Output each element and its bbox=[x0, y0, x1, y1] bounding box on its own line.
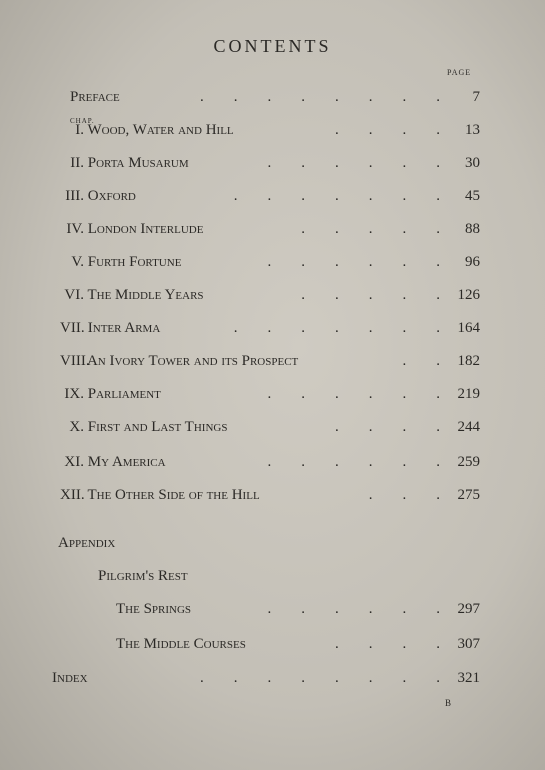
chapter-title: London Interlude bbox=[87, 221, 204, 237]
chapter-title: Wood, Water and Hill bbox=[87, 122, 234, 138]
chapter-title: Furth Fortune bbox=[87, 254, 182, 270]
page-column-header: PAGE bbox=[447, 68, 472, 77]
chapter-title: Inter Arma bbox=[87, 320, 161, 336]
chapter-title: Porta Musarum bbox=[87, 155, 189, 171]
dot-leader: . . . . . . . bbox=[233, 188, 440, 204]
toc-page-number: 88 bbox=[465, 221, 480, 237]
chapter-title: An Ivory Tower and its Prospect bbox=[86, 353, 299, 369]
chapter-number: XI. bbox=[64, 454, 84, 470]
chapter-number: VI. bbox=[64, 287, 84, 303]
chapter-title: Oxford bbox=[87, 188, 136, 204]
toc-entry-chapter bbox=[60, 483, 480, 507]
chapter-title: The Other Side of the Hill bbox=[87, 487, 260, 503]
toc-entry-title: Preface bbox=[70, 89, 120, 105]
chapter-number: IX. bbox=[64, 386, 84, 402]
toc-page-number: 96 bbox=[465, 254, 480, 270]
appendix-item-title: The Middle Courses bbox=[116, 636, 246, 652]
chapter-number: II. bbox=[70, 155, 84, 171]
dot-leader: . . . . . . bbox=[267, 254, 440, 270]
appendix-section-label: Pilgrim's Rest bbox=[98, 568, 188, 584]
toc-entry-chapter bbox=[60, 184, 480, 208]
chapter-number: VII. bbox=[60, 320, 85, 336]
appendix-heading bbox=[58, 531, 258, 555]
toc-entry-index bbox=[52, 666, 480, 690]
toc-page-number: 259 bbox=[457, 454, 480, 470]
toc-page-number: 45 bbox=[465, 188, 480, 204]
chapter-number: IV. bbox=[66, 221, 84, 237]
chapter-number: III. bbox=[65, 188, 84, 204]
toc-entry-preface bbox=[70, 85, 480, 109]
page-title: CONTENTS bbox=[213, 36, 332, 56]
dot-leader: . . . . . bbox=[301, 221, 440, 237]
toc-entry-chapter bbox=[60, 349, 480, 373]
chapter-number: X. bbox=[69, 419, 84, 435]
toc-entry-appendix bbox=[116, 597, 480, 621]
toc-entry-chapter bbox=[60, 316, 480, 340]
dot-leader: . . . . . . bbox=[267, 386, 440, 402]
dot-leader: . . . . . . bbox=[267, 454, 440, 470]
toc-page-number: 30 bbox=[465, 155, 480, 171]
dot-leader: . . . . bbox=[335, 419, 440, 435]
chap-column-header: CHAP. bbox=[70, 117, 95, 125]
chapter-number: XII. bbox=[60, 487, 85, 503]
appendix-item-title: The Springs bbox=[116, 601, 192, 617]
dot-leader: . . . . bbox=[335, 636, 440, 652]
toc-page-number: 275 bbox=[457, 487, 480, 503]
chapter-title: Parliament bbox=[87, 386, 161, 402]
toc-page-number: 307 bbox=[457, 636, 480, 652]
toc-page-number: 13 bbox=[465, 122, 480, 138]
dot-leader: . . . . . . bbox=[267, 601, 440, 617]
chapter-number: I. bbox=[75, 122, 84, 138]
toc-page-number: 244 bbox=[457, 419, 480, 435]
dot-leader: . . bbox=[402, 353, 440, 369]
dot-leader: . . . . . . bbox=[267, 155, 440, 171]
toc-entry-chapter bbox=[60, 283, 480, 307]
chapter-number: VIII. bbox=[60, 353, 90, 369]
toc-page-number: 321 bbox=[457, 670, 480, 686]
toc-entry-chapter bbox=[60, 151, 480, 175]
toc-page-number: 182 bbox=[457, 353, 480, 369]
dot-leader: . . . . bbox=[335, 122, 440, 138]
toc-page-number: 297 bbox=[457, 601, 480, 617]
toc-entry-title: Index bbox=[52, 670, 88, 686]
toc-entry-chapter bbox=[60, 217, 480, 241]
toc-entry-chapter bbox=[60, 250, 480, 274]
toc-entry-chapter bbox=[60, 415, 480, 439]
dot-leader: . . . bbox=[368, 487, 440, 503]
appendix-section-heading bbox=[98, 564, 298, 588]
toc-page-number: 164 bbox=[457, 320, 480, 336]
dot-leader: . . . . . . . . bbox=[200, 670, 440, 686]
toc-page-number: 7 bbox=[472, 89, 480, 105]
signature-mark: B bbox=[445, 698, 452, 708]
chapter-title: My America bbox=[87, 454, 166, 470]
chapter-number: V. bbox=[71, 254, 84, 270]
toc-page-number: 126 bbox=[457, 287, 480, 303]
dot-leader: . . . . . . . . bbox=[200, 89, 440, 105]
appendix-label: Appendix bbox=[58, 535, 116, 551]
toc-entry-chapter bbox=[60, 382, 480, 406]
toc-page-number: 219 bbox=[457, 386, 480, 402]
dot-leader: . . . . . . . bbox=[233, 320, 440, 336]
chapter-title: First and Last Things bbox=[87, 419, 228, 435]
dot-leader: . . . . . bbox=[301, 287, 440, 303]
toc-entry-chapter bbox=[60, 118, 480, 142]
toc-entry-appendix bbox=[116, 632, 480, 656]
chapter-title: The Middle Years bbox=[87, 287, 204, 303]
toc-entry-chapter bbox=[60, 450, 480, 474]
